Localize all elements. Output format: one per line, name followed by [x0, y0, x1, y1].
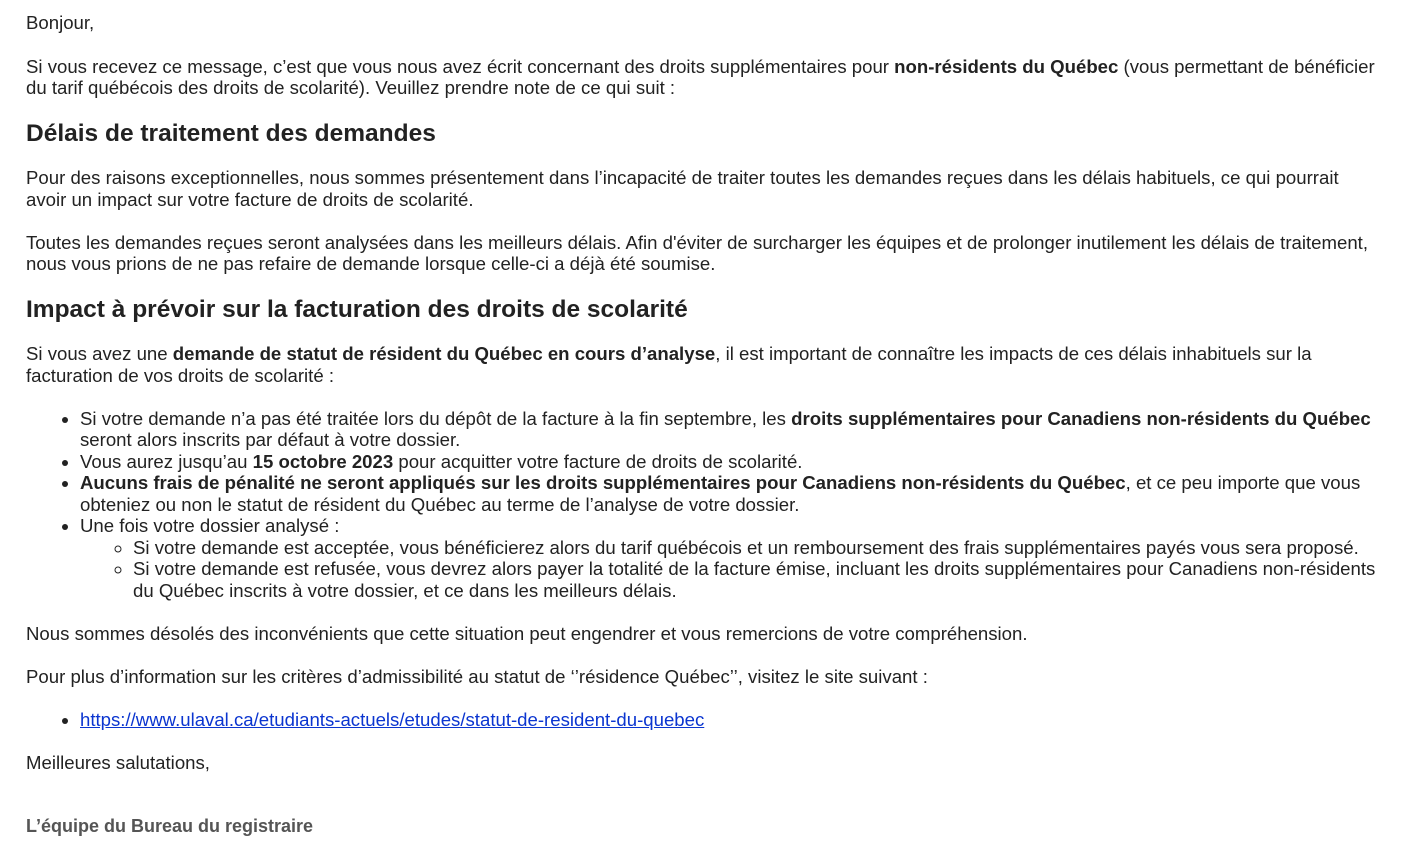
intro-bold: non-résidents du Québec: [894, 55, 1119, 77]
intro-text-end: (vous permettant de bénéficier du tarif québécois des droits de scolarité). Veuillez prendre note de ce qui suit :: [26, 55, 1375, 98]
list-item: [80, 709, 1380, 731]
list-item: [80, 472, 1380, 515]
sub-list-item-refused: ◦ Si votre demande est refusée, vous devrez alors payer la totalité de la facture émise, incluant les droits supplémentaires pour Canadiens non-résidents du Québec inscrits à votre dossier, et ce dans les meilleurs délais.: [133, 558, 1380, 601]
greeting: Bonjour,: [26, 12, 95, 33]
sub-list: [80, 537, 1380, 602]
more-info-paragraph: Pour plus d’information sur les critères d’admissibilité au statut de ‘’résidence Québec’’, visitez le site suivant :: [26, 665, 928, 687]
list-item-text: Une fois votre dossier analysé :: [80, 515, 340, 536]
link-list: [26, 709, 1380, 731]
processing-paragraph-1: Pour des raisons exceptionnelles, nous sommes présentement dans l’incapacité de traiter toutes les demandes reçues dans les délais habituels, ce qui pourrait avoir un impact sur votre facture de droits de scolarité.: [26, 167, 1339, 210]
list-item-text: Si votre demande n’a pas été traitée lors du dépôt de la facture à la fin septembre, les: [80, 407, 792, 429]
list-item-bold: Aucuns frais de pénalité ne seront appliqués sur les droits supplémentaires pour Canadiens non-résidents du Québec: [80, 472, 1126, 493]
list-item-bold-deadline: 15 octobre 2023: [252, 450, 394, 472]
list-item-text: Vous aurez jusqu’au: [80, 450, 253, 472]
list-item: [80, 408, 1380, 451]
intro-paragraph: [26, 56, 1380, 99]
section-heading-processing-delays: Délais de traitement des demandes: [26, 120, 436, 147]
list-item-text-end: seront alors inscrits par défaut à votre dossier.: [80, 429, 461, 450]
list-item-bold: droits supplémentaires pour Canadiens non-résidents du Québec: [791, 407, 1371, 429]
intro-text: Si vous recevez ce message, c’est que vous nous avez écrit concernant des droits supplémentaires pour: [26, 55, 895, 77]
processing-paragraph-2: Toutes les demandes reçues seront analysées dans les meilleurs délais. Afin d'éviter de surcharger les équipes et de prolonger inutilement les délais de traitement, nous vous prions de ne pas refaire de demande lorsque celle-ci a déjà été soumise.: [26, 231, 1369, 274]
billing-intro-paragraph: [26, 343, 1380, 386]
resident-status-link[interactable]: https://www.ulaval.ca/etudiants-actuels/etudes/statut-de-resident-du-quebec: [80, 708, 705, 730]
list-item: [80, 515, 1380, 601]
section-heading-billing-impact: Impact à prévoir sur la facturation des droits de scolarité: [26, 296, 688, 323]
sub-list-item-accepted: ◦ Si votre demande est acceptée, vous bénéficierez alors du tarif québécois et un remboursement des frais supplémentaires payés vous sera proposé.: [133, 537, 1380, 559]
list-item-text-end: , et ce peu importe que vous obteniez ou non le statut de résident du Québec au terme de l’analyse de votre dossier.: [80, 472, 1361, 515]
billing-intro-text-end: , il est important de connaître les impacts de ces délais inhabituels sur la facturation de vos droits de scolarité :: [26, 343, 1312, 386]
signature: L’équipe du Bureau du registraire: [26, 816, 314, 836]
closing: Meilleures salutations,: [26, 751, 210, 773]
list-item-text-end: pour acquitter votre facture de droits de scolarité.: [393, 450, 803, 472]
billing-intro-bold: demande de statut de résident du Québec en cours d’analyse: [172, 343, 716, 364]
list-item: [80, 451, 1380, 473]
billing-impact-list: [26, 408, 1380, 602]
billing-intro-text: Si vous avez une: [26, 343, 173, 364]
apology-paragraph: Nous sommes désolés des inconvénients que cette situation peut engendrer et vous remercions de votre compréhension.: [26, 622, 1028, 644]
